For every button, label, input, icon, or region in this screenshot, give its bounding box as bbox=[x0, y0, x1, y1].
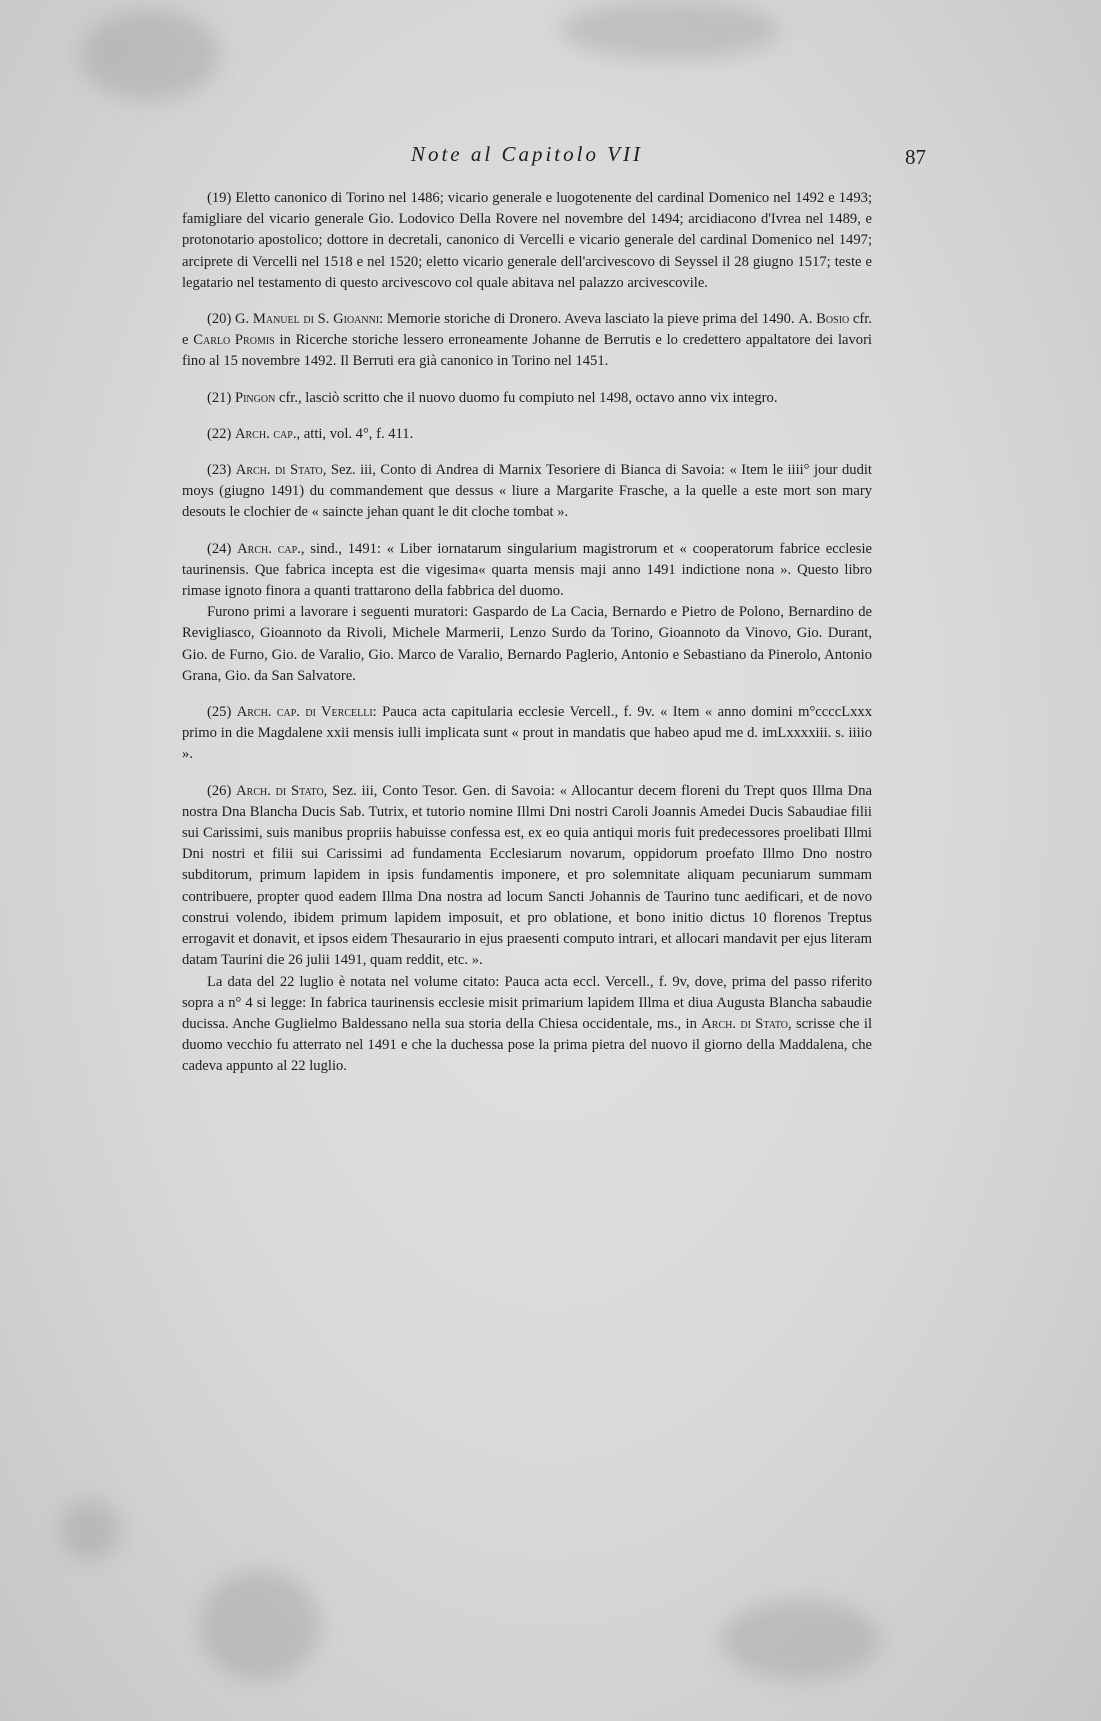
footnote bbox=[182, 702, 872, 766]
citation-source: Pingon bbox=[234, 389, 276, 406]
footnote bbox=[182, 309, 872, 373]
note-text: 1491: « Liber iornatarum singularium magistrorum et « cooperatorum fabrice ecclesie taurinensis. Que fabrica incepta est die vigesima« quarta mensis maji anno 1491 indictione nona ». Questo libro rimase ignoto finora a quanti trattarono della fabbrica del duomo. bbox=[182, 540, 872, 600]
note-text: Anche Guglielmo Baldessano nella sua storia della Chiesa occidentale, ms., in bbox=[228, 1015, 702, 1032]
citation-source: Carlo Promis bbox=[193, 332, 275, 349]
running-header: Note al Capitolo VII bbox=[410, 142, 644, 166]
italic-text: In fabrica taurinensis ecclesie misit primarium lapidem Illma et diua Augusta Blancha sabaudie ducissa. bbox=[182, 994, 872, 1032]
italic-text: Memorie storiche di Dronero. bbox=[386, 311, 562, 328]
footnote bbox=[182, 781, 872, 972]
citation-source: Arch. di Stato, bbox=[235, 462, 327, 479]
citation-source: G. Manuel di S. Gioanni: bbox=[235, 311, 384, 328]
note-text: f. 9v, dove, prima del passo riferito sopra a n° 4 si legge: bbox=[182, 973, 872, 1011]
italic-text: Johanne de Berrutis bbox=[532, 332, 651, 349]
citation-source: Arch. cap., bbox=[237, 540, 305, 557]
note-text: lessero erroneamente bbox=[398, 332, 533, 349]
notes-body bbox=[182, 188, 872, 1093]
footnote bbox=[182, 388, 872, 409]
note-text: vol. 4°, f. 411. bbox=[326, 425, 414, 442]
note-text: scrisse che il duomo vecchio fu atterrato nel 1491 e che la duchessa pose la prima pietra del nuovo il giorno della Maddalena, che cadeva appunto al 22 luglio. bbox=[182, 1015, 873, 1075]
italic-text: Conto Tesor. Gen. di Savoia: bbox=[382, 782, 555, 799]
note-text: Eletto canonico di Torino nel 1486; vicario generale e luogotenente del cardinal Domenico nel 1492 e 1493; famigliare del vicario generale Gio. Lodovico Della Rovere nel novembre del 1494; arcidiacono d'Ivrea nel 1489, e protonotario apostolico; dottore in decretali, canonico di Vercelli e vicario generale del cardinal Domenico nel 1497; arciprete di Vercelli nel 1518 e nel 1520; eletto vicario generale dell'arcivescovo di Seyssel il 28 giugno 1517; teste e legatario nel testamento di questo arcivescovo col quale abitava nel palazzo arcivescovile. bbox=[182, 190, 872, 291]
citation-source: A. Bosio bbox=[798, 311, 850, 328]
footnote-number: (25) bbox=[207, 704, 237, 721]
footnote-number: (22) bbox=[207, 425, 235, 442]
italic-text: Ricerche storiche bbox=[295, 332, 399, 349]
note-text: Furono primi a lavorare i seguenti muratori: Gaspardo de La Cacia, Bernardo e Pietro de Polono, Bernardino de Revigliasco, Gioannoto da Rivoli, Michele Marmerii, Lenzo Surdo da Torino, Gioannoto da Vinovo, Gio. Durant, Gio. de Furno, Gio. de Varalio, Gio. Marco de Varalio, Bernardo Paglerio, Antonio e Sebastiano da Pinerolo, Antonio Grana, Gio. da San Salvatore. bbox=[182, 604, 872, 684]
italic-text: Conto di Andrea di Marnix Tesoriere di Bianca di Savoia: bbox=[380, 462, 725, 479]
citation-source: Arch. di Stato, bbox=[701, 1015, 792, 1032]
italic-text: octavo anno vix integro. bbox=[635, 389, 778, 406]
italic-text: sind., bbox=[310, 540, 342, 557]
note-text: Sez. iii, bbox=[326, 462, 381, 479]
footnote-number: (19) bbox=[207, 190, 236, 206]
note-text: cfr., lasciò scritto che il nuovo duomo fu compiuto nel 1498, bbox=[275, 389, 636, 406]
footnote-number: (20) bbox=[207, 311, 235, 328]
footnote-continuation bbox=[182, 602, 872, 687]
footnote-number: (24) bbox=[207, 540, 238, 557]
paper-stain bbox=[720, 1600, 880, 1680]
footnote bbox=[182, 539, 872, 603]
note-text: Aveva lasciato la pieve prima del 1490. bbox=[561, 311, 799, 328]
note-text: cfr. e bbox=[182, 311, 872, 349]
citation-source: Arch. cap. di Vercelli: bbox=[236, 704, 377, 721]
footnote bbox=[182, 460, 872, 524]
note-text: in bbox=[274, 332, 296, 349]
note-text: « Item le iiii° jour dudit moys (giugno 1491) du commandement que dessus « liure a Margarite Frasche, a la quelle a este mort son mary desouts le clochier de « saincte jehan quant le dit cloche tombat ». bbox=[182, 462, 872, 521]
page-number: 87 bbox=[905, 145, 926, 169]
paper-stain bbox=[60, 1500, 120, 1560]
note-text: Sez. iii, bbox=[327, 782, 383, 799]
footnote-number: (23) bbox=[207, 462, 236, 479]
note-text: e lo credettero appaltatore dei lavori fino al 15 novembre 1492. Il Berruti era già canonico in Torino nel 1451. bbox=[182, 332, 872, 370]
paper-stain bbox=[200, 1570, 320, 1680]
italic-text: Pauca acta capitularia ecclesie Vercell., bbox=[382, 704, 619, 721]
paper-stain bbox=[560, 0, 780, 60]
footnote-continuation bbox=[182, 972, 872, 1078]
citation-source: Arch. cap., bbox=[234, 425, 301, 442]
footnote-number: (26) bbox=[207, 782, 237, 799]
citation-source: Arch. di Stato, bbox=[236, 782, 328, 799]
footnote-number: (21) bbox=[207, 389, 235, 406]
paper-stain bbox=[80, 10, 220, 100]
footnote bbox=[182, 424, 872, 445]
footnote bbox=[182, 188, 872, 294]
note-text: La data del 22 luglio è notata nel volume citato: bbox=[207, 973, 505, 990]
note-text: f. 9v. « Item « anno domini m°ccccLxxx primo in die Magdalene xxii mensis iulli implicata sunt « prout in mandatis que habeo apud me d. imLxxxxiii. s. iiiio ». bbox=[182, 704, 873, 763]
italic-text: Pauca acta eccl. Vercell., bbox=[504, 973, 654, 990]
note-text: « Allocantur decem floreni du Trept quos Illma Dna nostra Dna Blancha Ducis Sab. Tutrix, et tutorio nomine Illmi Dni nostri Caroli Joannis Amedei Ducis Sabaudiae filii sui Carissimi, suis manibus propriis habuisse confessa est, ex eo quia antiqui moris fuit predecessores proelibati Illmi Dni nostri et filii sui Carissimi ad fundamenta Ecclesiarum novarum, oppidorum proefato Illmo Dno nostro subditorum, primum lapidem in ipsis fundamentis imponere, et pro solemnitate aliquam pecuniarum summam contribuere, propter quod eadem Illma Dna nostra ad locum Sancti Johannis de Taurino tunc aedificari, et de novo construi volendo, ibidem primum lapidem imposuit, et pro oblatione, et bono initio dictus 10 florenos Treptus errogavit et donavit, et ipsos eidem Thesaurario in ejus praesenti computo intrari, et allocari mandavit per ejus literam datam Taurini die 26 julii 1491, quam reddit, etc. ». bbox=[182, 782, 872, 969]
italic-text: atti, bbox=[303, 425, 327, 442]
